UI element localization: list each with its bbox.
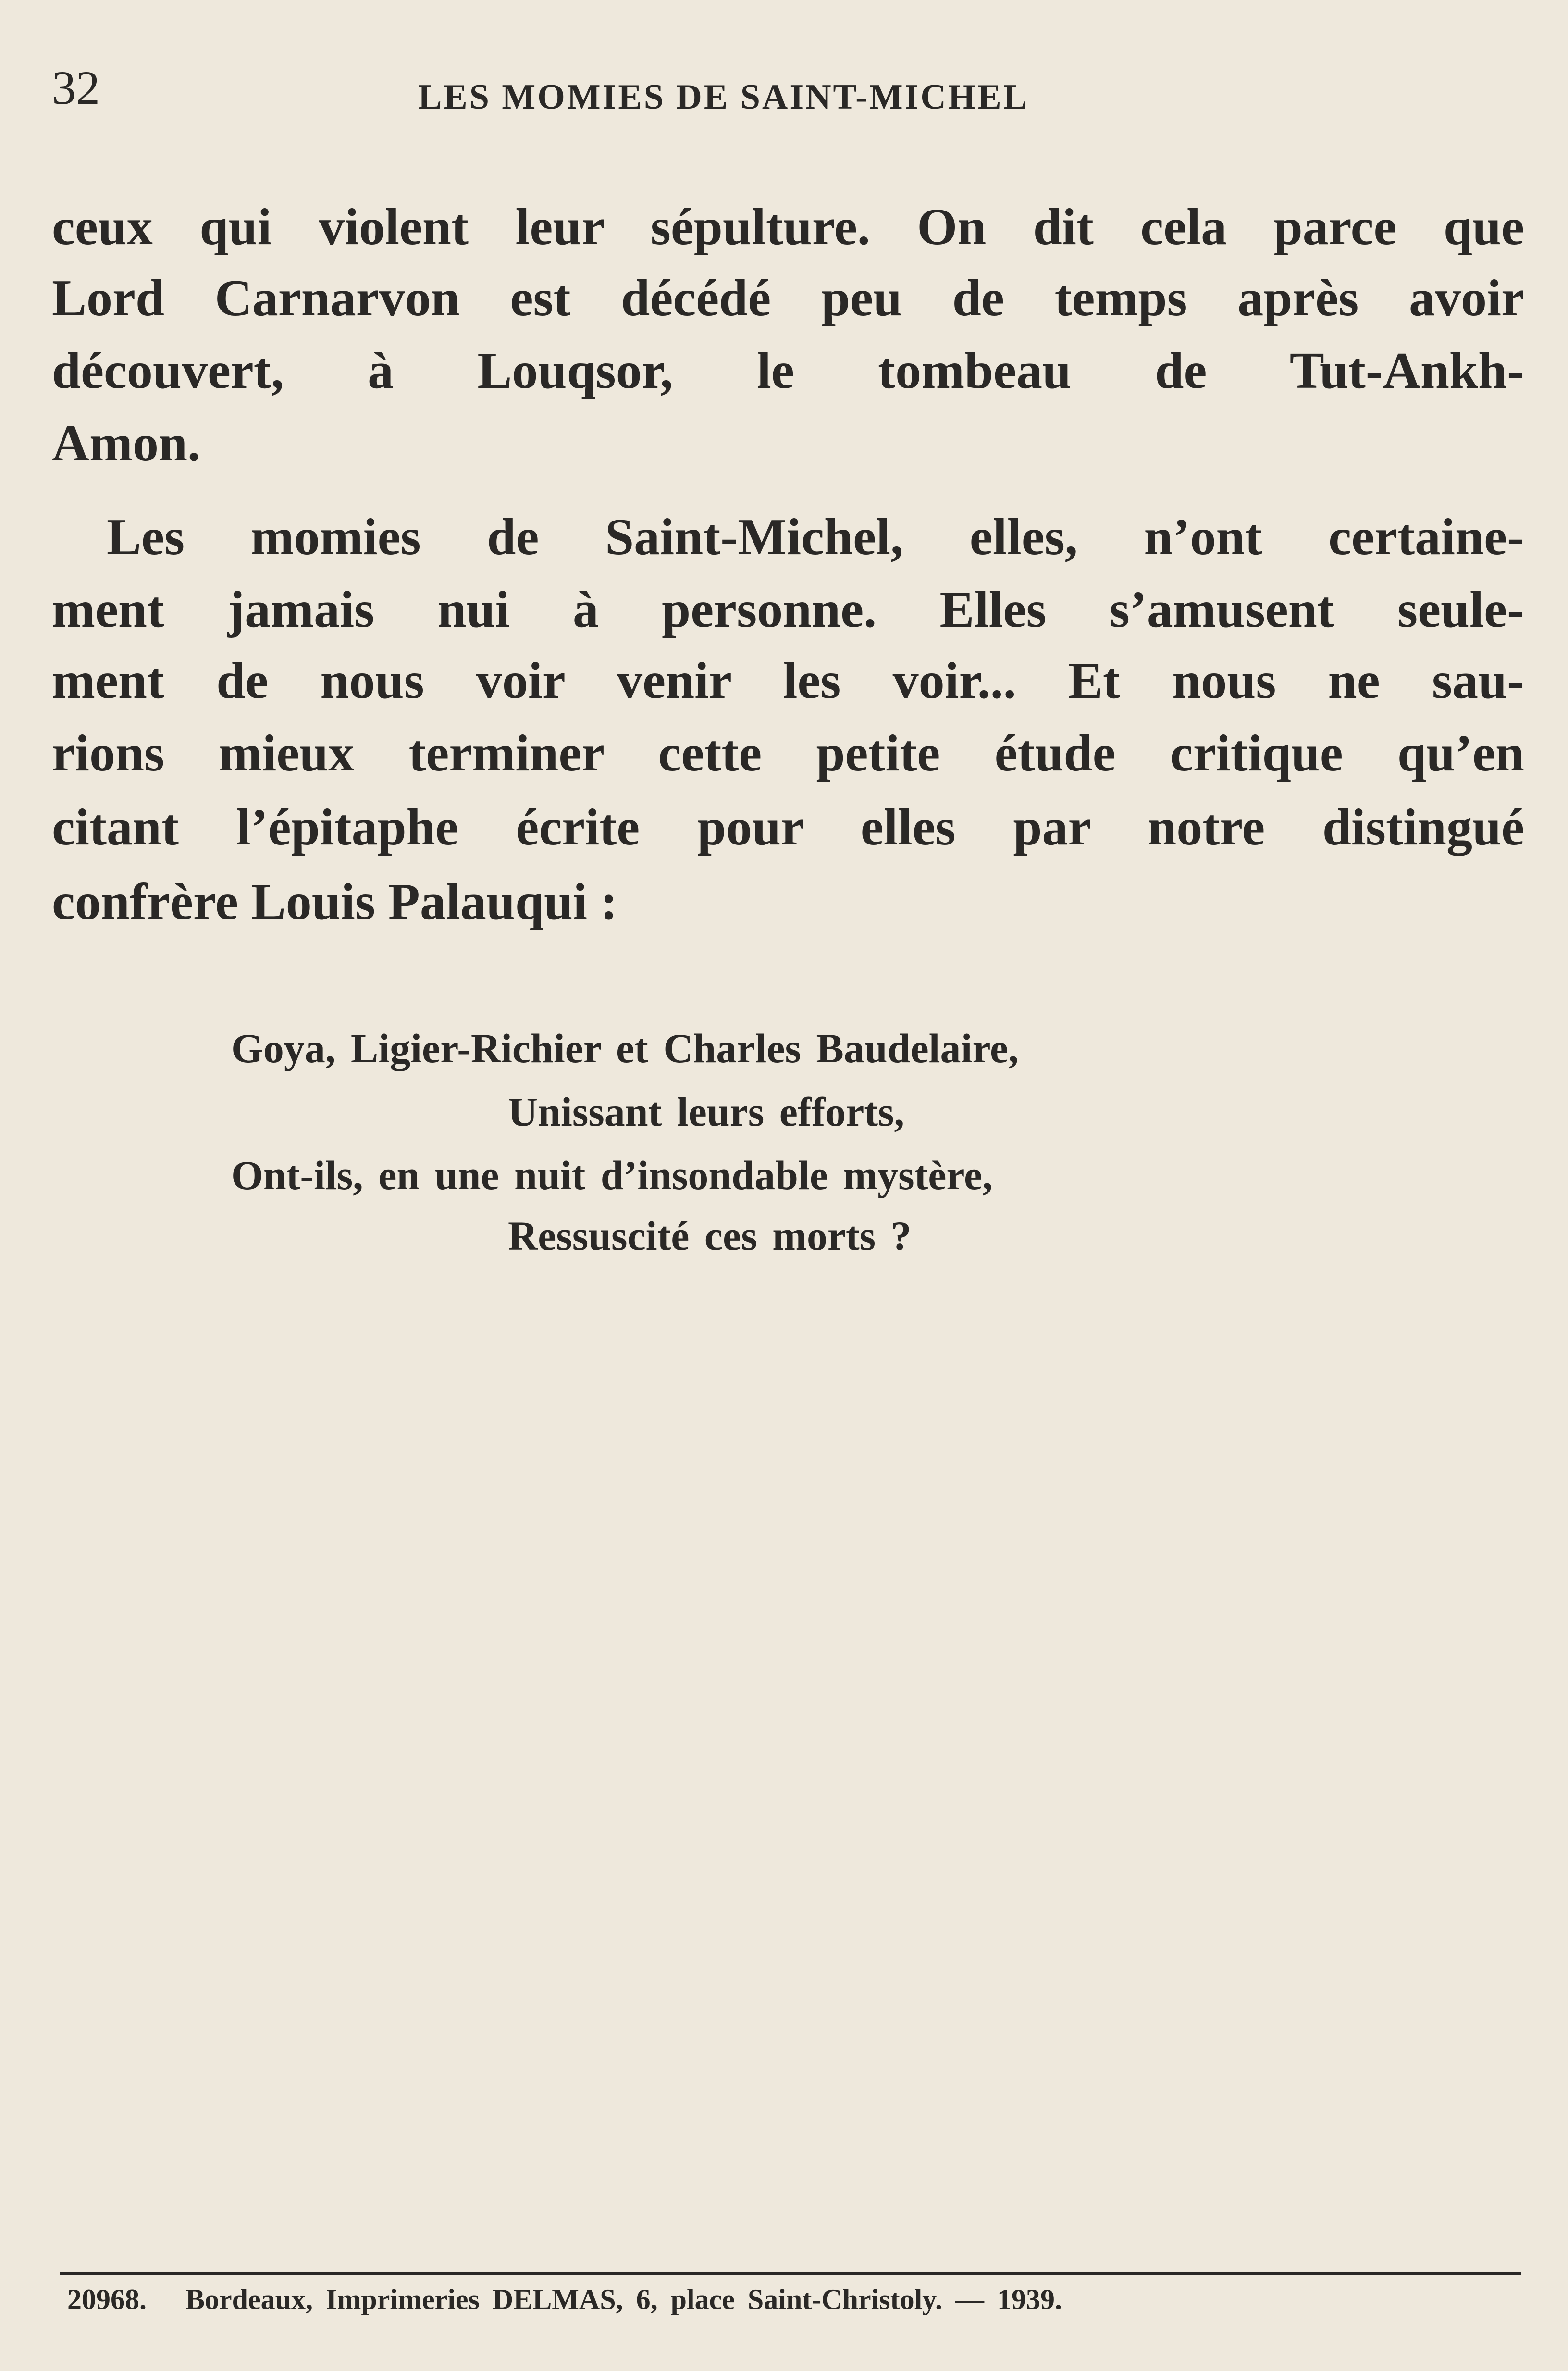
poem-line: Ressuscité ces morts ? xyxy=(508,1213,912,1259)
body-line: confrère Louis Palauqui : xyxy=(52,873,618,931)
body-line: citant l’épitaphe écrite pour elles par notre distingué xyxy=(52,799,1524,856)
printer-imprint: 20968. Bordeaux, Imprimeries DELMAS, 6, place Saint-Christoly. — 1939. xyxy=(67,2284,1062,2315)
body-line: ceux qui violent leur sépulture. On dit cela parce que xyxy=(52,199,1524,256)
page-number: 32 xyxy=(52,61,100,114)
poem-line: Unissant leurs efforts, xyxy=(508,1089,904,1135)
running-title: LES MOMIES DE SAINT-MICHEL xyxy=(418,77,1029,117)
body-line: Lord Carnarvon est décédé peu de temps après avoir xyxy=(52,270,1524,327)
poem-line: Goya, Ligier-Richier et Charles Baudelaire, xyxy=(231,1025,1019,1071)
body-line: ment de nous voir venir les voir... Et nous ne sau- xyxy=(52,652,1524,709)
body-line: ment jamais nui à personne. Elles s’amusent seule- xyxy=(52,581,1524,638)
body-line: Les momies de Saint-Michel, elles, n’ont certaine- xyxy=(107,509,1524,566)
body-line: Amon. xyxy=(52,415,201,472)
body-line: rions mieux terminer cette petite étude critique qu’en xyxy=(52,725,1524,782)
body-line: découvert, à Louqsor, le tombeau de Tut-Ankh- xyxy=(52,342,1524,399)
poem-line: Ont-ils, en une nuit d’insondable mystère, xyxy=(231,1152,993,1198)
footer-rule xyxy=(60,2272,1521,2275)
